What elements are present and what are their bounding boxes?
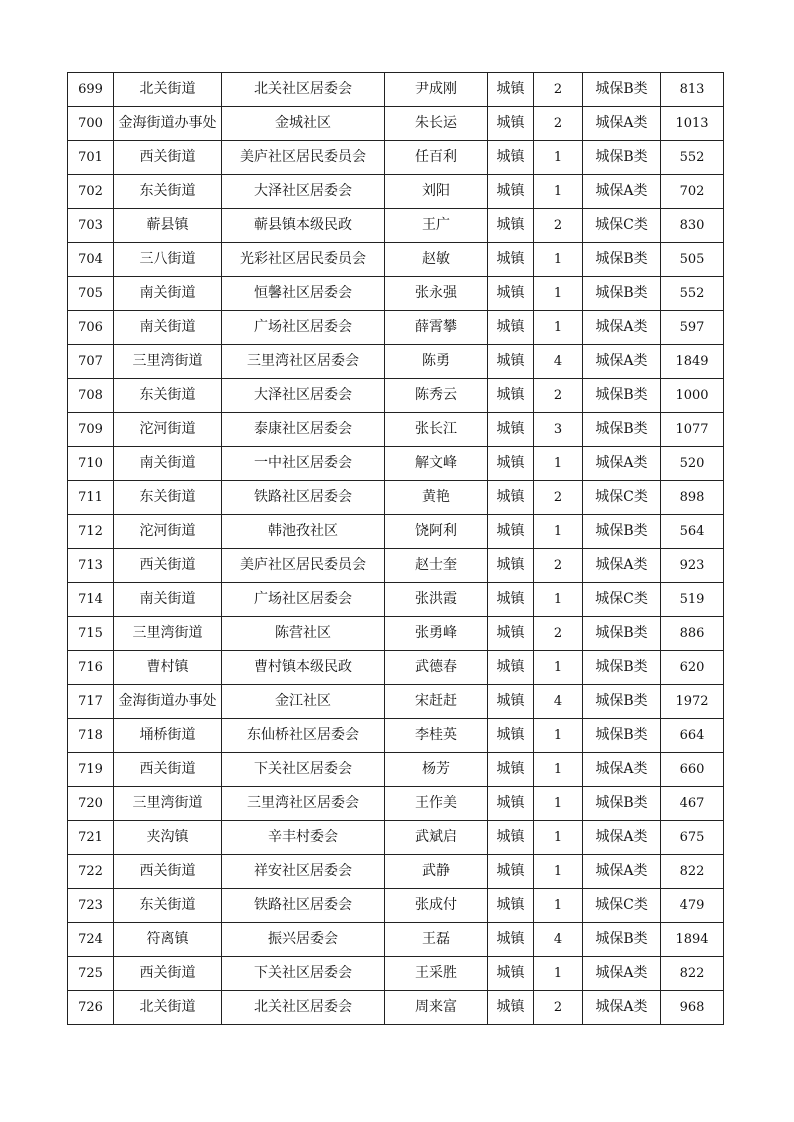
street-cell: 南关街道 (114, 447, 222, 481)
street-cell: 蕲县镇 (114, 209, 222, 243)
name-cell: 王广 (385, 209, 488, 243)
area-type-cell: 城镇 (488, 209, 534, 243)
name-cell: 杨芳 (385, 753, 488, 787)
amount-cell: 505 (661, 243, 724, 277)
serial-number-cell: 707 (68, 345, 114, 379)
table-row (68, 277, 724, 311)
category-cell: 城保B类 (583, 243, 661, 277)
household-size-cell: 4 (534, 345, 583, 379)
household-size-cell: 1 (534, 583, 583, 617)
street-cell: 南关街道 (114, 311, 222, 345)
household-size-cell: 2 (534, 379, 583, 413)
category-cell: 城保B类 (583, 651, 661, 685)
table-row (68, 719, 724, 753)
household-size-cell: 1 (534, 447, 583, 481)
street-cell: 金海街道办事处 (114, 685, 222, 719)
category-cell: 城保A类 (583, 957, 661, 991)
table-row (68, 413, 724, 447)
serial-number-cell: 717 (68, 685, 114, 719)
area-type-cell: 城镇 (488, 379, 534, 413)
category-cell: 城保A类 (583, 753, 661, 787)
street-cell: 夹沟镇 (114, 821, 222, 855)
serial-number-cell: 709 (68, 413, 114, 447)
category-cell: 城保A类 (583, 821, 661, 855)
community-cell: 金江社区 (222, 685, 385, 719)
amount-cell: 822 (661, 957, 724, 991)
table-row (68, 617, 724, 651)
table-row (68, 787, 724, 821)
amount-cell: 660 (661, 753, 724, 787)
category-cell: 城保B类 (583, 413, 661, 447)
street-cell: 西关街道 (114, 549, 222, 583)
area-type-cell: 城镇 (488, 73, 534, 107)
area-type-cell: 城镇 (488, 311, 534, 345)
serial-number-cell: 700 (68, 107, 114, 141)
household-size-cell: 1 (534, 243, 583, 277)
community-cell: 东仙桥社区居委会 (222, 719, 385, 753)
area-type-cell: 城镇 (488, 753, 534, 787)
category-cell: 城保C类 (583, 583, 661, 617)
household-size-cell: 1 (534, 719, 583, 753)
amount-cell: 813 (661, 73, 724, 107)
table-row (68, 175, 724, 209)
community-cell: 广场社区居委会 (222, 311, 385, 345)
name-cell: 解文峰 (385, 447, 488, 481)
serial-number-cell: 710 (68, 447, 114, 481)
amount-cell: 1077 (661, 413, 724, 447)
amount-cell: 1849 (661, 345, 724, 379)
community-cell: 下关社区居委会 (222, 753, 385, 787)
table-row (68, 209, 724, 243)
serial-number-cell: 699 (68, 73, 114, 107)
community-cell: 广场社区居委会 (222, 583, 385, 617)
community-cell: 一中社区居委会 (222, 447, 385, 481)
table-row (68, 549, 724, 583)
area-type-cell: 城镇 (488, 923, 534, 957)
area-type-cell: 城镇 (488, 583, 534, 617)
household-size-cell: 1 (534, 651, 583, 685)
household-size-cell: 1 (534, 855, 583, 889)
street-cell: 东关街道 (114, 889, 222, 923)
area-type-cell: 城镇 (488, 855, 534, 889)
street-cell: 符离镇 (114, 923, 222, 957)
name-cell: 陈勇 (385, 345, 488, 379)
street-cell: 西关街道 (114, 855, 222, 889)
name-cell: 王磊 (385, 923, 488, 957)
area-type-cell: 城镇 (488, 957, 534, 991)
category-cell: 城保B类 (583, 515, 661, 549)
street-cell: 南关街道 (114, 277, 222, 311)
amount-cell: 1972 (661, 685, 724, 719)
category-cell: 城保A类 (583, 175, 661, 209)
street-cell: 沱河街道 (114, 413, 222, 447)
area-type-cell: 城镇 (488, 481, 534, 515)
category-cell: 城保B类 (583, 685, 661, 719)
community-cell: 泰康社区居委会 (222, 413, 385, 447)
category-cell: 城保B类 (583, 787, 661, 821)
serial-number-cell: 716 (68, 651, 114, 685)
street-cell: 曹村镇 (114, 651, 222, 685)
household-size-cell: 1 (534, 787, 583, 821)
street-cell: 东关街道 (114, 175, 222, 209)
category-cell: 城保B类 (583, 719, 661, 753)
serial-number-cell: 701 (68, 141, 114, 175)
amount-cell: 898 (661, 481, 724, 515)
table-row (68, 855, 724, 889)
area-type-cell: 城镇 (488, 413, 534, 447)
amount-cell: 620 (661, 651, 724, 685)
name-cell: 饶阿利 (385, 515, 488, 549)
street-cell: 三里湾街道 (114, 617, 222, 651)
community-cell: 铁路社区居委会 (222, 889, 385, 923)
table-row (68, 345, 724, 379)
table-row (68, 243, 724, 277)
category-cell: 城保B类 (583, 379, 661, 413)
household-size-cell: 1 (534, 753, 583, 787)
table-row (68, 685, 724, 719)
name-cell: 张永强 (385, 277, 488, 311)
serial-number-cell: 713 (68, 549, 114, 583)
community-cell: 美庐社区居民委员会 (222, 141, 385, 175)
street-cell: 金海街道办事处 (114, 107, 222, 141)
household-size-cell: 2 (534, 73, 583, 107)
household-size-cell: 1 (534, 311, 583, 345)
area-type-cell: 城镇 (488, 141, 534, 175)
household-size-cell: 1 (534, 277, 583, 311)
serial-number-cell: 726 (68, 991, 114, 1025)
name-cell: 武静 (385, 855, 488, 889)
household-size-cell: 1 (534, 821, 583, 855)
household-size-cell: 1 (534, 957, 583, 991)
community-cell: 光彩社区居民委员会 (222, 243, 385, 277)
amount-cell: 552 (661, 277, 724, 311)
household-size-cell: 2 (534, 209, 583, 243)
table-row (68, 991, 724, 1025)
area-type-cell: 城镇 (488, 787, 534, 821)
community-cell: 北关社区居委会 (222, 991, 385, 1025)
serial-number-cell: 725 (68, 957, 114, 991)
category-cell: 城保C类 (583, 889, 661, 923)
serial-number-cell: 705 (68, 277, 114, 311)
name-cell: 武斌启 (385, 821, 488, 855)
amount-cell: 479 (661, 889, 724, 923)
household-size-cell: 4 (534, 923, 583, 957)
community-cell: 大泽社区居委会 (222, 379, 385, 413)
area-type-cell: 城镇 (488, 821, 534, 855)
serial-number-cell: 714 (68, 583, 114, 617)
area-type-cell: 城镇 (488, 617, 534, 651)
category-cell: 城保A类 (583, 107, 661, 141)
area-type-cell: 城镇 (488, 719, 534, 753)
category-cell: 城保B类 (583, 277, 661, 311)
category-cell: 城保B类 (583, 73, 661, 107)
name-cell: 薛霄攀 (385, 311, 488, 345)
category-cell: 城保A类 (583, 447, 661, 481)
community-cell: 陈营社区 (222, 617, 385, 651)
area-type-cell: 城镇 (488, 889, 534, 923)
community-cell: 恒馨社区居委会 (222, 277, 385, 311)
category-cell: 城保A类 (583, 549, 661, 583)
amount-cell: 1013 (661, 107, 724, 141)
name-cell: 王采胜 (385, 957, 488, 991)
amount-cell: 520 (661, 447, 724, 481)
category-cell: 城保A类 (583, 991, 661, 1025)
community-cell: 振兴居委会 (222, 923, 385, 957)
table-row (68, 651, 724, 685)
household-size-cell: 1 (534, 175, 583, 209)
household-size-cell: 2 (534, 617, 583, 651)
area-type-cell: 城镇 (488, 107, 534, 141)
community-cell: 蕲县镇本级民政 (222, 209, 385, 243)
name-cell: 黄艳 (385, 481, 488, 515)
community-cell: 辛丰村委会 (222, 821, 385, 855)
serial-number-cell: 708 (68, 379, 114, 413)
serial-number-cell: 702 (68, 175, 114, 209)
name-cell: 陈秀云 (385, 379, 488, 413)
name-cell: 张成付 (385, 889, 488, 923)
serial-number-cell: 706 (68, 311, 114, 345)
amount-cell: 830 (661, 209, 724, 243)
name-cell: 赵敏 (385, 243, 488, 277)
table-row (68, 583, 724, 617)
community-cell: 三里湾社区居委会 (222, 787, 385, 821)
name-cell: 尹成刚 (385, 73, 488, 107)
table-row (68, 515, 724, 549)
area-type-cell: 城镇 (488, 685, 534, 719)
area-type-cell: 城镇 (488, 243, 534, 277)
serial-number-cell: 723 (68, 889, 114, 923)
community-cell: 北关社区居委会 (222, 73, 385, 107)
name-cell: 宋赶赶 (385, 685, 488, 719)
household-size-cell: 2 (534, 991, 583, 1025)
household-size-cell: 3 (534, 413, 583, 447)
street-cell: 西关街道 (114, 753, 222, 787)
name-cell: 武德春 (385, 651, 488, 685)
table-row (68, 379, 724, 413)
table-row (68, 447, 724, 481)
category-cell: 城保A类 (583, 311, 661, 345)
household-size-cell: 2 (534, 107, 583, 141)
area-type-cell: 城镇 (488, 515, 534, 549)
name-cell: 任百利 (385, 141, 488, 175)
amount-cell: 564 (661, 515, 724, 549)
street-cell: 三里湾街道 (114, 787, 222, 821)
area-type-cell: 城镇 (488, 175, 534, 209)
amount-cell: 597 (661, 311, 724, 345)
table-row (68, 753, 724, 787)
serial-number-cell: 719 (68, 753, 114, 787)
area-type-cell: 城镇 (488, 651, 534, 685)
amount-cell: 675 (661, 821, 724, 855)
community-cell: 曹村镇本级民政 (222, 651, 385, 685)
amount-cell: 886 (661, 617, 724, 651)
serial-number-cell: 718 (68, 719, 114, 753)
amount-cell: 1894 (661, 923, 724, 957)
table-row (68, 311, 724, 345)
area-type-cell: 城镇 (488, 447, 534, 481)
community-cell: 大泽社区居委会 (222, 175, 385, 209)
household-size-cell: 2 (534, 549, 583, 583)
table-body (68, 73, 724, 1025)
name-cell: 王作美 (385, 787, 488, 821)
amount-cell: 1000 (661, 379, 724, 413)
name-cell: 朱长运 (385, 107, 488, 141)
name-cell: 张长江 (385, 413, 488, 447)
serial-number-cell: 704 (68, 243, 114, 277)
table-row (68, 107, 724, 141)
household-size-cell: 1 (534, 515, 583, 549)
street-cell: 沱河街道 (114, 515, 222, 549)
community-cell: 下关社区居委会 (222, 957, 385, 991)
name-cell: 李桂英 (385, 719, 488, 753)
category-cell: 城保A类 (583, 345, 661, 379)
name-cell: 刘阳 (385, 175, 488, 209)
serial-number-cell: 721 (68, 821, 114, 855)
community-cell: 美庐社区居民委员会 (222, 549, 385, 583)
serial-number-cell: 712 (68, 515, 114, 549)
amount-cell: 664 (661, 719, 724, 753)
table-row (68, 923, 724, 957)
street-cell: 东关街道 (114, 379, 222, 413)
category-cell: 城保B类 (583, 923, 661, 957)
household-size-cell: 2 (534, 481, 583, 515)
area-type-cell: 城镇 (488, 991, 534, 1025)
name-cell: 周来富 (385, 991, 488, 1025)
street-cell: 三八街道 (114, 243, 222, 277)
table-row (68, 73, 724, 107)
community-cell: 三里湾社区居委会 (222, 345, 385, 379)
street-cell: 北关街道 (114, 991, 222, 1025)
table-row (68, 481, 724, 515)
table-row (68, 821, 724, 855)
community-cell: 祥安社区居委会 (222, 855, 385, 889)
amount-cell: 552 (661, 141, 724, 175)
table-row (68, 889, 724, 923)
name-cell: 张洪霞 (385, 583, 488, 617)
community-cell: 铁路社区居委会 (222, 481, 385, 515)
street-cell: 东关街道 (114, 481, 222, 515)
serial-number-cell: 724 (68, 923, 114, 957)
category-cell: 城保C类 (583, 209, 661, 243)
amount-cell: 923 (661, 549, 724, 583)
household-size-cell: 1 (534, 141, 583, 175)
amount-cell: 822 (661, 855, 724, 889)
amount-cell: 467 (661, 787, 724, 821)
category-cell: 城保B类 (583, 617, 661, 651)
name-cell: 张勇峰 (385, 617, 488, 651)
serial-number-cell: 715 (68, 617, 114, 651)
category-cell: 城保A类 (583, 855, 661, 889)
street-cell: 埇桥街道 (114, 719, 222, 753)
street-cell: 三里湾街道 (114, 345, 222, 379)
community-cell: 金城社区 (222, 107, 385, 141)
area-type-cell: 城镇 (488, 277, 534, 311)
data-table (67, 72, 724, 1025)
street-cell: 西关街道 (114, 957, 222, 991)
name-cell: 赵士奎 (385, 549, 488, 583)
amount-cell: 702 (661, 175, 724, 209)
category-cell: 城保C类 (583, 481, 661, 515)
category-cell: 城保B类 (583, 141, 661, 175)
serial-number-cell: 720 (68, 787, 114, 821)
street-cell: 南关街道 (114, 583, 222, 617)
area-type-cell: 城镇 (488, 345, 534, 379)
amount-cell: 519 (661, 583, 724, 617)
serial-number-cell: 711 (68, 481, 114, 515)
street-cell: 北关街道 (114, 73, 222, 107)
household-size-cell: 4 (534, 685, 583, 719)
household-size-cell: 1 (534, 889, 583, 923)
table-row (68, 141, 724, 175)
serial-number-cell: 722 (68, 855, 114, 889)
serial-number-cell: 703 (68, 209, 114, 243)
area-type-cell: 城镇 (488, 549, 534, 583)
amount-cell: 968 (661, 991, 724, 1025)
community-cell: 韩池孜社区 (222, 515, 385, 549)
street-cell: 西关街道 (114, 141, 222, 175)
table-row (68, 957, 724, 991)
